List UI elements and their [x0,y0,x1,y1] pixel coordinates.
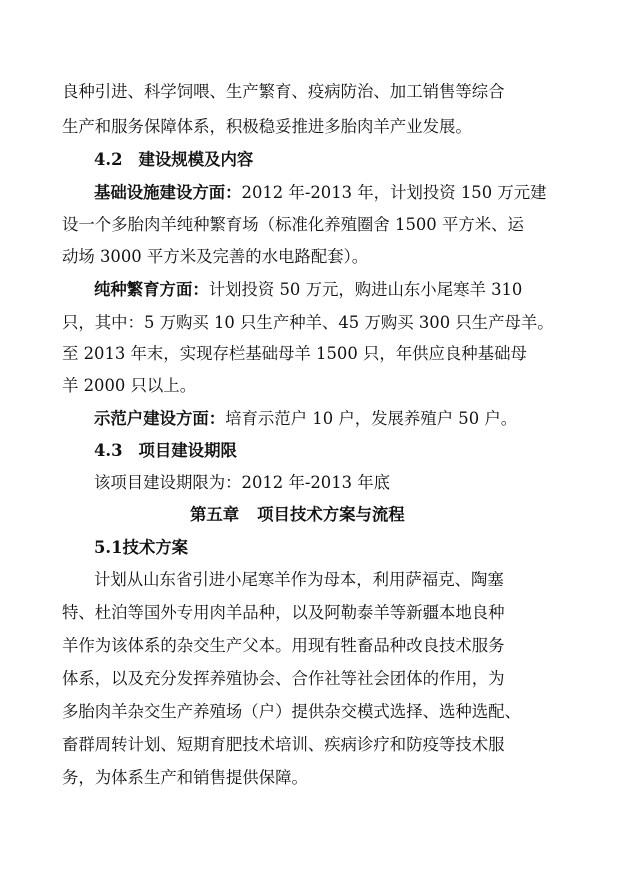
chapter-5-title [190,504,405,526]
tech-line-4: 体系，以及充分发挥养殖协会、合作社等社会团体的作用，为 [62,669,505,688]
tech-line-3: 羊作为该体系的杂交生产父本。用现有牲畜品种改良技术服务 [62,636,505,655]
breeding-line-4: 羊 2000 只以上。 [62,376,197,395]
breeding-line-3: 至 2013 年末，实现存栏基础母羊 1500 只，年供应良种基础母 [62,344,527,363]
chapter-number: 第五章 [190,505,240,524]
section-title: 技术方案 [122,538,189,557]
section-heading-5-1 [94,537,188,559]
section-number: 4.2 [94,150,123,169]
infra-line-1 [94,182,547,204]
tech-line-7: 务，为体系生产和销售提供保障。 [62,768,308,787]
breeding-text: 计划投资 50 万元，购进山东小尾寒羊 310 [208,280,523,299]
section-heading-4-3 [94,440,237,462]
demo-line [94,408,517,430]
infra-label: 基础设施建设方面： [94,183,242,202]
section-number: 4.3 [94,441,123,460]
period-line: 该项目建设期限为：2012 年-2013 年底 [94,473,391,492]
intro-line-2: 生产和服务保障体系，积极稳妥推进多胎肉羊产业发展。 [62,117,472,136]
demo-text: 培育示范户 10 户，发展养殖户 50 户。 [225,409,518,428]
section-title: 建设规模及内容 [138,150,254,169]
infra-line-2: 设一个多胎肉羊纯种繁育场（标准化养殖圈舍 1500 平方米、运 [62,215,524,234]
breeding-label: 纯种繁育方面： [94,280,209,299]
tech-line-6: 畜群周转计划、短期育肥技术培训、疾病诊疗和防疫等技术服 [62,735,505,754]
tech-line-2: 特、杜泊等国外专用肉羊品种，以及阿勒泰羊等新疆本地良种 [62,603,505,622]
intro-line-1: 良种引进、科学饲喂、生产繁育、疫病防治、加工销售等综合 [62,82,505,101]
breeding-line-2: 只，其中：5 万购买 10 只生产种羊、45 万购买 300 只生产母羊。 [62,313,554,332]
chapter-name: 项目技术方案与流程 [257,505,405,524]
breeding-line-1 [94,279,522,301]
tech-line-1: 计划从山东省引进小尾寒羊作为母本，利用萨福克、陶塞 [94,570,504,589]
tech-line-5: 多胎肉羊杂交生产养殖场（户）提供杂交模式选择、选种选配、 [62,702,521,721]
infra-line-3: 动场 3000 平方米及完善的水电路配套）。 [62,247,369,266]
section-title: 项目建设期限 [138,441,237,460]
section-number: 5.1 [94,538,123,557]
demo-label: 示范户建设方面： [94,409,226,428]
section-heading-4-2 [94,149,253,171]
infra-text: 2012 年-2013 年，计划投资 150 万元建 [241,183,547,202]
